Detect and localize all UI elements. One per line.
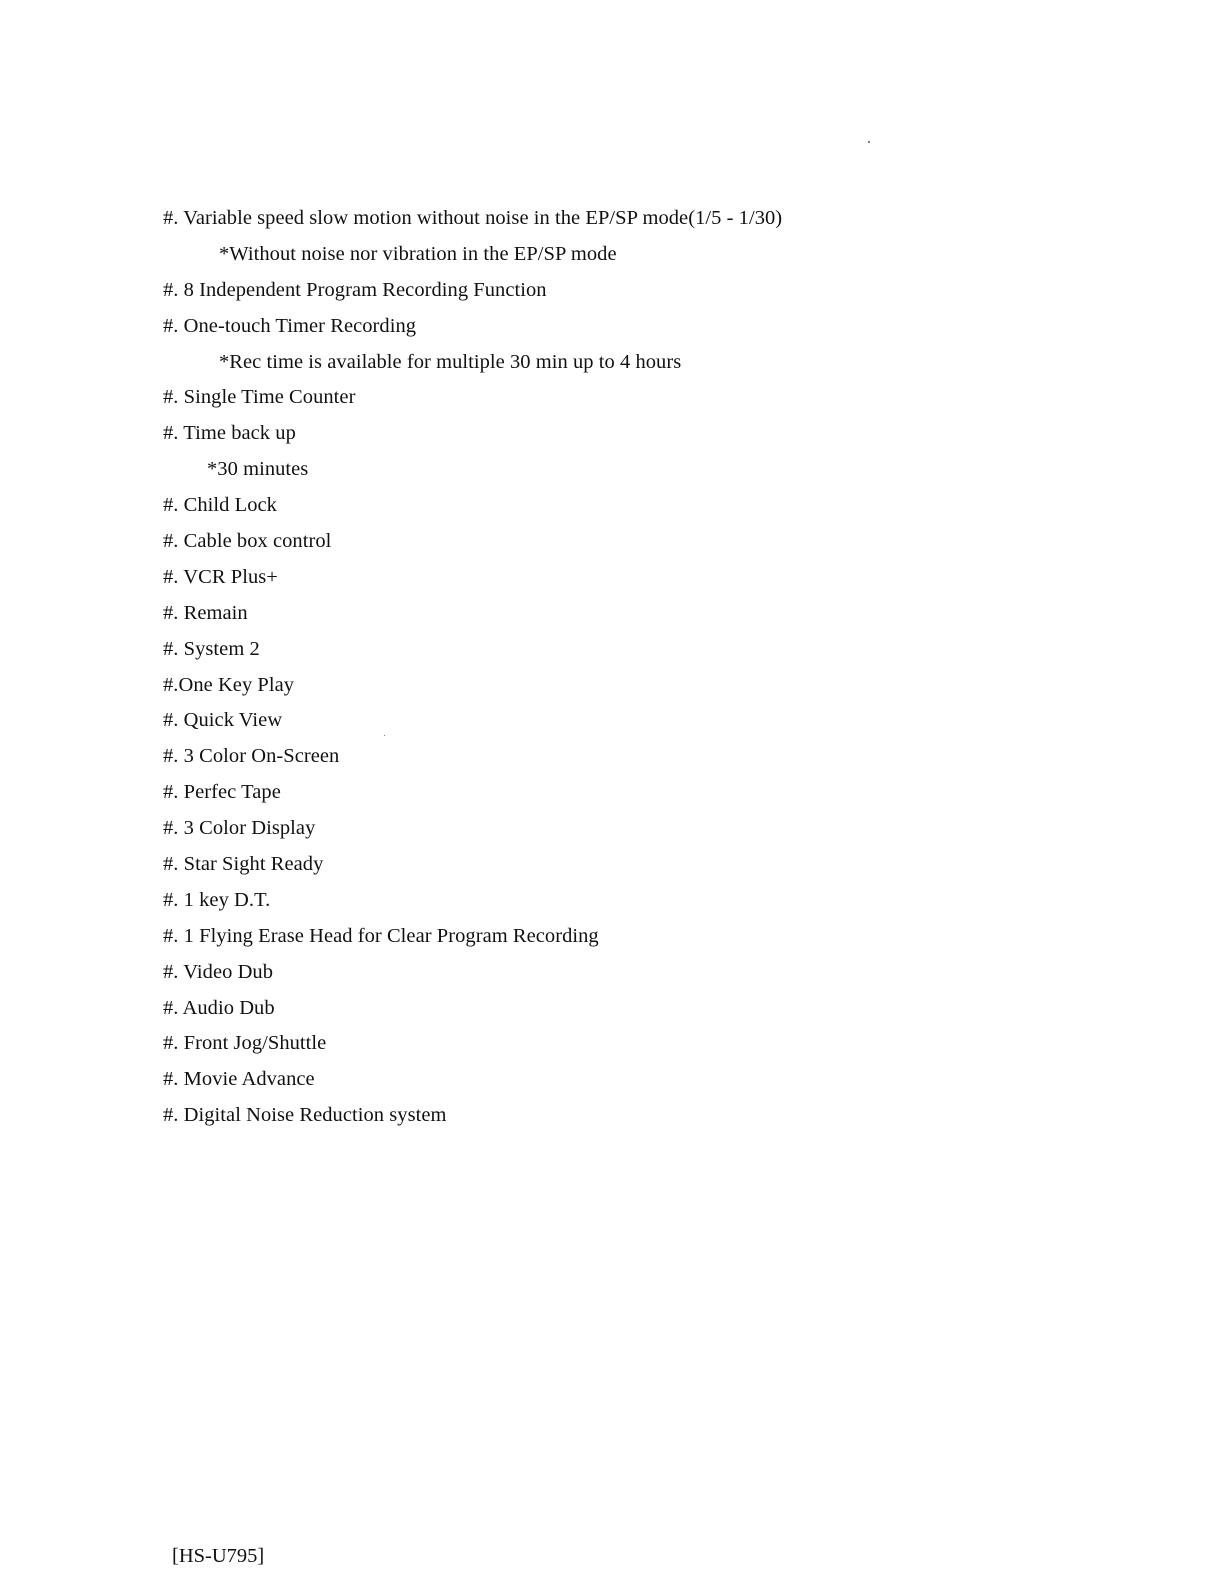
feature-note: *Without noise nor vibration in the EP/SP mode: [219, 242, 617, 265]
feature-item: #. Video Dub: [163, 960, 274, 983]
feature-list: [163, 201, 782, 1134]
feature-note: *Rec time is available for multiple 30 min up to 4 hours: [219, 350, 682, 373]
model-code-footer: [HS-U795]: [172, 1545, 265, 1567]
feature-item: #. Star Sight Ready: [163, 853, 324, 876]
feature-item: #. Front Jog/Shuttle: [163, 1032, 327, 1055]
feature-item: #. 3 Color Display: [163, 817, 316, 840]
scan-speck: [868, 141, 870, 143]
feature-item: #. Cable box control: [163, 530, 332, 553]
feature-item: #. Time back up: [163, 422, 296, 445]
feature-item: #. One-touch Timer Recording: [163, 314, 417, 337]
feature-note: *30 minutes: [207, 458, 309, 481]
feature-item: #. 8 Independent Program Recording Function: [163, 278, 547, 301]
feature-item: #. 3 Color On-Screen: [163, 745, 340, 768]
feature-item: #. VCR Plus+: [163, 565, 278, 588]
feature-item: #. Variable speed slow motion without noise in the EP/SP mode(1/5 - 1/30): [163, 207, 783, 229]
feature-item: #. 1 Flying Erase Head for Clear Program Recording: [163, 924, 599, 947]
feature-item: #. Digital Noise Reduction system: [163, 1104, 447, 1127]
feature-item: #. Audio Dub: [163, 996, 275, 1019]
feature-item: #. Movie Advance: [163, 1068, 315, 1091]
feature-item: #. Child Lock: [163, 494, 277, 517]
scan-speck: [384, 735, 385, 736]
feature-item: #. Single Time Counter: [163, 386, 356, 409]
feature-item: #. 1 key D.T.: [163, 888, 271, 911]
feature-item: #. System 2: [163, 637, 260, 660]
feature-item: #.One Key Play: [163, 673, 295, 696]
feature-item: #. Quick View: [163, 709, 283, 732]
feature-item: #. Perfec Tape: [163, 781, 281, 804]
feature-item: #. Remain: [163, 601, 248, 624]
